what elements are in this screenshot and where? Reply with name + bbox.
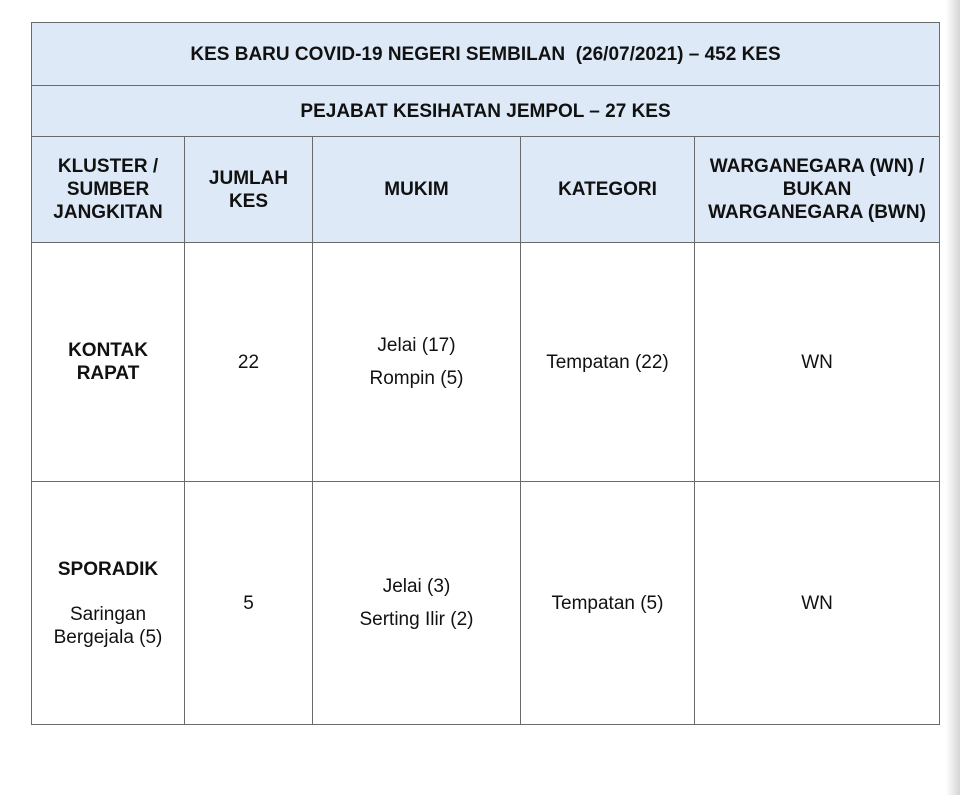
office-title: PEJABAT KESIHATAN JEMPOL – 27 KES — [32, 86, 940, 137]
mukim-entry: Jelai (17) — [377, 335, 456, 356]
mukim-entry: Serting Ilir (2) — [359, 609, 474, 630]
kluster-note: Saringan Bergejala (5) — [53, 603, 163, 648]
header-warganegara: WARGANEGARA (WN) / BUKAN WARGANEGARA (BWN) — [695, 137, 940, 243]
cell-kategori: Tempatan (22) — [521, 243, 695, 482]
kluster-label: SPORADIK — [57, 558, 159, 580]
cell-kluster — [32, 243, 185, 482]
mukim-entry: Jelai (3) — [382, 576, 451, 597]
header-mukim: MUKIM — [313, 137, 521, 243]
table-row — [32, 482, 940, 725]
covid-cases-table — [31, 22, 940, 725]
kluster-label: KONTAK RAPAT — [68, 340, 148, 384]
cell-jumlah: 22 — [185, 243, 313, 482]
cell-jumlah: 5 — [185, 482, 313, 725]
cell-kluster — [32, 482, 185, 725]
cell-mukim — [313, 243, 521, 482]
table-row — [32, 243, 940, 482]
header-kluster: KLUSTER / SUMBER JANGKITAN — [32, 137, 185, 243]
cell-mukim — [313, 482, 521, 725]
cell-warganegara: WN — [695, 243, 940, 482]
cell-warganegara: WN — [695, 482, 940, 725]
header-kategori: KATEGORI — [521, 137, 695, 243]
report-title: KES BARU COVID-19 NEGERI SEMBILAN (26/07/2021) – 452 KES — [32, 23, 940, 86]
mukim-entry: Rompin (5) — [369, 368, 464, 389]
page-edge-shadow — [946, 0, 960, 795]
header-jumlah-kes: JUMLAH KES — [185, 137, 313, 243]
cell-kategori: Tempatan (5) — [521, 482, 695, 725]
